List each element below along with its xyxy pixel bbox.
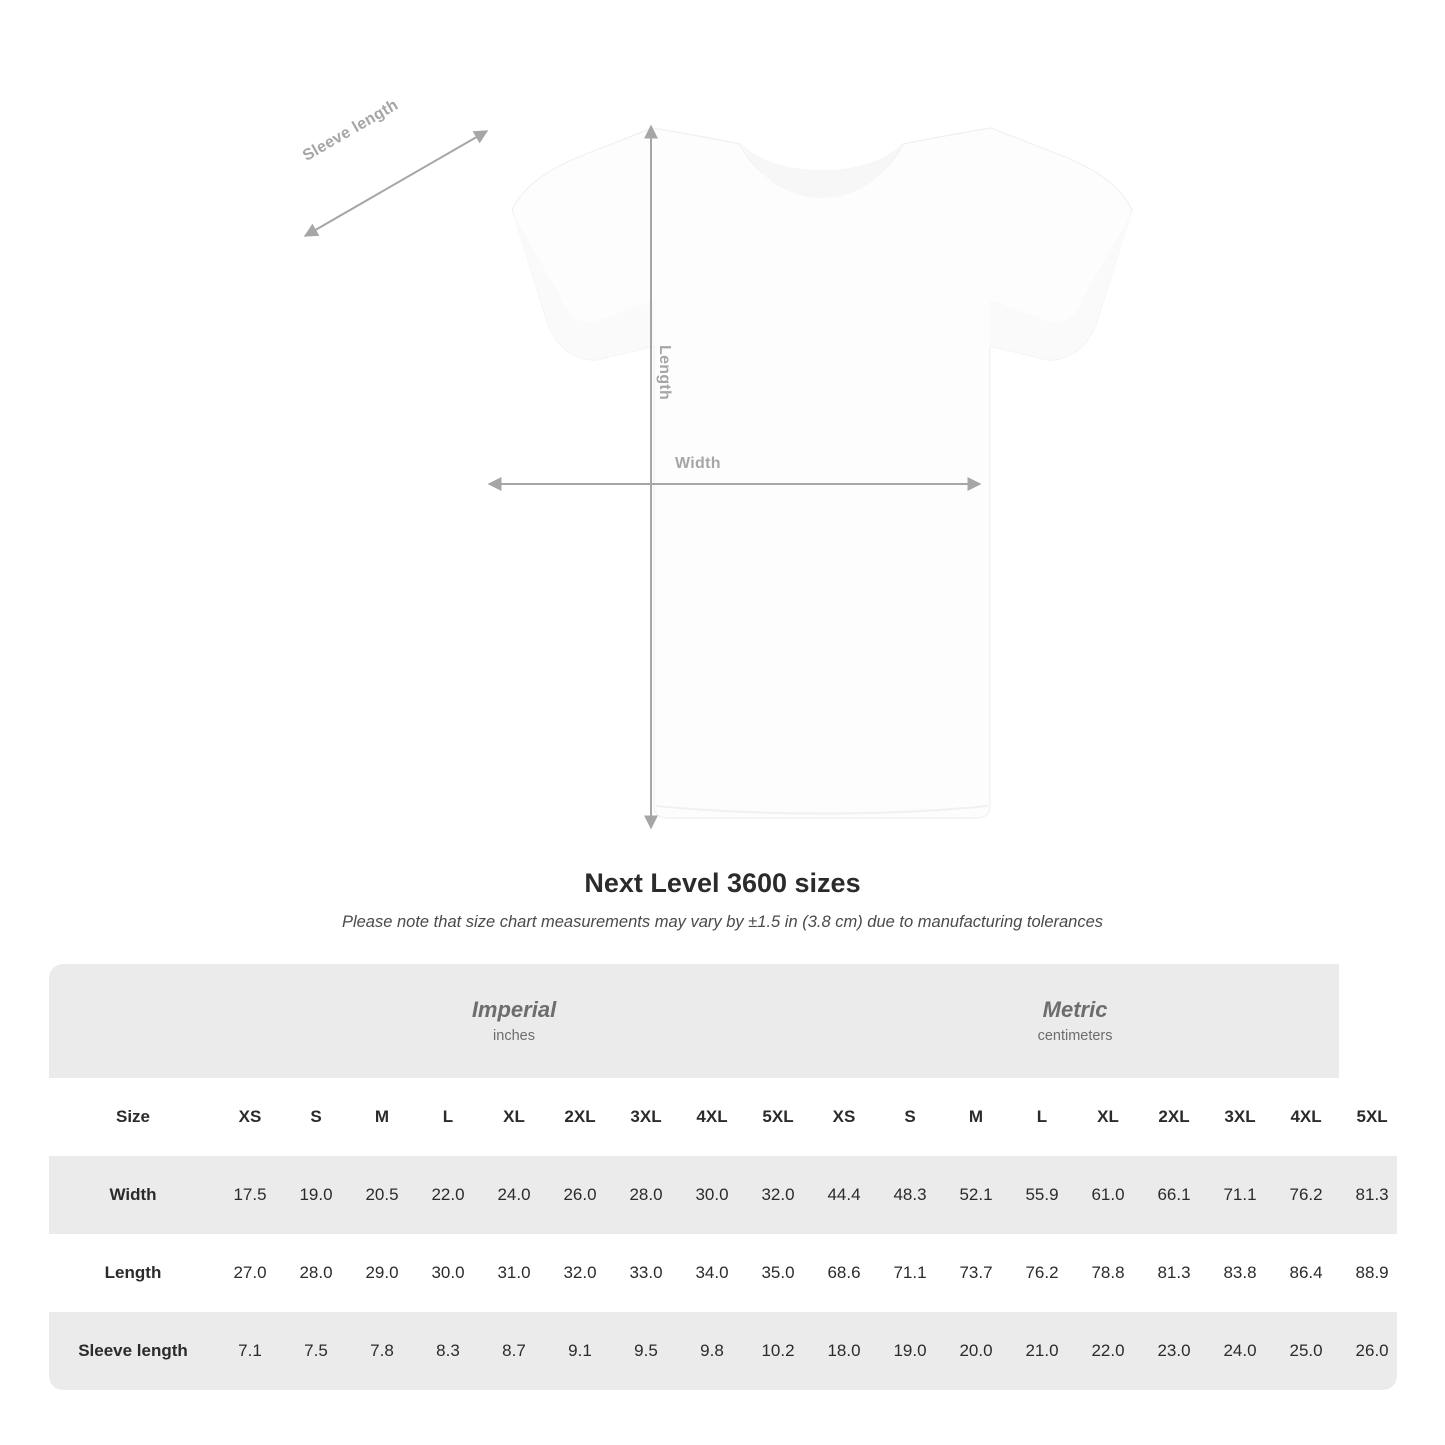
cell-length-metric: 73.7: [943, 1234, 1009, 1312]
unit-header-imperial: [217, 964, 811, 1078]
tolerance-note: Please note that size chart measurements may vary by ±1.5 in (3.8 cm) due to manufacturing tolerances: [341, 913, 1104, 931]
row-label-width: Width: [49, 1156, 217, 1234]
cell-sleeve-metric: 21.0: [1009, 1312, 1075, 1390]
table-row: [49, 1312, 1397, 1390]
cell-width-imperial: 26.0: [547, 1156, 613, 1234]
size-table: [49, 964, 1397, 1390]
cell-width-metric: 81.3: [1339, 1156, 1397, 1234]
cell-length-imperial: 30.0: [415, 1234, 481, 1312]
size-header-cell: 3XL: [1207, 1078, 1273, 1156]
cell-width-imperial: 32.0: [745, 1156, 811, 1234]
size-header-cell: 5XL: [745, 1078, 811, 1156]
cell-width-metric: 52.1: [943, 1156, 1009, 1234]
width-label: Width: [675, 455, 721, 472]
cell-sleeve-imperial: 7.1: [217, 1312, 283, 1390]
cell-width-metric: 76.2: [1273, 1156, 1339, 1234]
size-header-label: Size: [49, 1078, 217, 1156]
cell-width-imperial: 28.0: [613, 1156, 679, 1234]
size-header-cell: 5XL: [1339, 1078, 1397, 1156]
table-row: [49, 1156, 1397, 1234]
size-header-cell: L: [415, 1078, 481, 1156]
unit-header-metric: [811, 964, 1339, 1078]
cell-length-imperial: 28.0: [283, 1234, 349, 1312]
tshirt-shape: [512, 128, 1132, 818]
cell-length-metric: 88.9: [1339, 1234, 1397, 1312]
cell-sleeve-metric: 20.0: [943, 1312, 1009, 1390]
cell-sleeve-imperial: 7.8: [349, 1312, 415, 1390]
cell-width-metric: 48.3: [877, 1156, 943, 1234]
cell-sleeve-metric: 23.0: [1141, 1312, 1207, 1390]
cell-sleeve-imperial: 9.8: [679, 1312, 745, 1390]
size-header-row: [49, 1078, 1397, 1156]
unit-sub-imperial: inches: [493, 1028, 535, 1045]
size-header-cell: M: [349, 1078, 415, 1156]
size-header-cell: 4XL: [679, 1078, 745, 1156]
size-header-cell: XL: [481, 1078, 547, 1156]
cell-length-imperial: 34.0: [679, 1234, 745, 1312]
cell-width-imperial: 22.0: [415, 1156, 481, 1234]
cell-length-imperial: 32.0: [547, 1234, 613, 1312]
size-header-cell: S: [877, 1078, 943, 1156]
cell-sleeve-metric: 24.0: [1207, 1312, 1273, 1390]
unit-sub-metric: centimeters: [1037, 1028, 1113, 1045]
unit-name-metric: Metric: [1042, 996, 1108, 1022]
unit-header-spacer: [49, 964, 217, 1078]
size-header-cell: 2XL: [1141, 1078, 1207, 1156]
cell-sleeve-imperial: 9.1: [547, 1312, 613, 1390]
cell-length-metric: 86.4: [1273, 1234, 1339, 1312]
size-header-cell: XS: [811, 1078, 877, 1156]
size-header-cell: L: [1009, 1078, 1075, 1156]
cell-width-metric: 61.0: [1075, 1156, 1141, 1234]
cell-length-imperial: 35.0: [745, 1234, 811, 1312]
size-table-container: [49, 964, 1397, 1390]
cell-sleeve-metric: 26.0: [1339, 1312, 1397, 1390]
cell-sleeve-imperial: 10.2: [745, 1312, 811, 1390]
cell-sleeve-imperial: 9.5: [613, 1312, 679, 1390]
cell-width-metric: 66.1: [1141, 1156, 1207, 1234]
cell-width-imperial: 19.0: [283, 1156, 349, 1234]
cell-sleeve-metric: 18.0: [811, 1312, 877, 1390]
cell-length-metric: 76.2: [1009, 1234, 1075, 1312]
page-title: Next Level 3600 sizes: [584, 868, 861, 898]
cell-width-metric: 71.1: [1207, 1156, 1273, 1234]
cell-length-metric: 68.6: [811, 1234, 877, 1312]
cell-width-metric: 44.4: [811, 1156, 877, 1234]
table-row: [49, 1234, 1397, 1312]
row-label-sleeve-length: Sleeve length: [49, 1312, 217, 1390]
length-label: Length: [656, 345, 673, 401]
cell-sleeve-metric: 25.0: [1273, 1312, 1339, 1390]
unit-header-row: [49, 964, 1397, 1078]
cell-sleeve-imperial: 8.7: [481, 1312, 547, 1390]
cell-length-metric: 81.3: [1141, 1234, 1207, 1312]
cell-length-imperial: 33.0: [613, 1234, 679, 1312]
cell-sleeve-metric: 22.0: [1075, 1312, 1141, 1390]
cell-sleeve-imperial: 8.3: [415, 1312, 481, 1390]
size-header-cell: 4XL: [1273, 1078, 1339, 1156]
cell-length-imperial: 31.0: [481, 1234, 547, 1312]
cell-width-metric: 55.9: [1009, 1156, 1075, 1234]
cell-width-imperial: 17.5: [217, 1156, 283, 1234]
cell-width-imperial: 24.0: [481, 1156, 547, 1234]
size-header-cell: M: [943, 1078, 1009, 1156]
size-header-cell: S: [283, 1078, 349, 1156]
cell-sleeve-metric: 19.0: [877, 1312, 943, 1390]
cell-length-imperial: 29.0: [349, 1234, 415, 1312]
size-header-cell: 3XL: [613, 1078, 679, 1156]
cell-length-metric: 83.8: [1207, 1234, 1273, 1312]
cell-length-metric: 78.8: [1075, 1234, 1141, 1312]
cell-width-imperial: 30.0: [679, 1156, 745, 1234]
size-header-cell: XL: [1075, 1078, 1141, 1156]
cell-width-imperial: 20.5: [349, 1156, 415, 1234]
sleeve-length-label: Sleeve length: [300, 96, 402, 165]
cell-length-imperial: 27.0: [217, 1234, 283, 1312]
row-label-length: Length: [49, 1234, 217, 1312]
size-header-cell: 2XL: [547, 1078, 613, 1156]
cell-sleeve-imperial: 7.5: [283, 1312, 349, 1390]
unit-name-imperial: Imperial: [471, 996, 557, 1022]
size-header-cell: XS: [217, 1078, 283, 1156]
title-block: [0, 868, 1445, 932]
cell-length-metric: 71.1: [877, 1234, 943, 1312]
